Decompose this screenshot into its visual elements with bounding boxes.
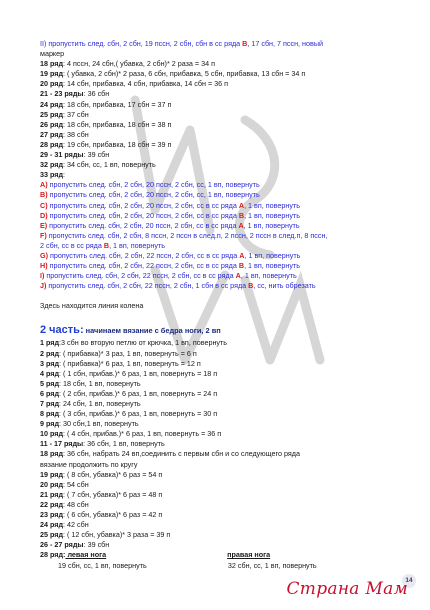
row-text: : ( прибавка)* 3 раз, 1 вп, повернуть = 6 п	[59, 348, 197, 358]
row-label: 8 ряд	[40, 409, 60, 419]
step-text: пропустить след. сбн, 2 сбн, 20 пссн, 2 сбн, сс в сс ряда	[47, 210, 239, 220]
row-text: : 18 сбн, прибавка, 17 сбн = 37 п	[63, 99, 172, 109]
row-text: : ( 6 сбн, убавка)* 6 раз = 42 п	[63, 510, 163, 520]
step-marker: D)	[40, 210, 48, 220]
row-text: : 37 сбн	[63, 109, 89, 119]
step-text: пропустить след. сбн, 2 сбн, 22 пссн, 2 сбн, сс в сс ряда	[44, 271, 236, 281]
left-leg-label: левая нога	[65, 550, 107, 560]
row-label: 6 ряд	[40, 388, 60, 398]
step-instruction	[40, 241, 412, 251]
row-text: : 39 сбн	[83, 540, 110, 550]
row-label: 20 ряд	[40, 479, 64, 489]
row-text: : ( 8 сбн, убавка)* 6 раз = 54 п	[63, 469, 163, 479]
row-instruction	[40, 140, 412, 150]
step-text: , 1 вп, повернуть	[244, 200, 300, 210]
row-label: 7 ряд	[40, 399, 60, 408]
row-label: 18 ряд	[40, 449, 64, 459]
row-instruction	[40, 69, 412, 79]
step-text: пропустить след. сбн, 2 сбн, 22 пссн, 2 сбн, сс в сс ряда	[47, 250, 240, 260]
spacer	[40, 291, 412, 301]
step-marker: F)	[40, 230, 47, 240]
step-instruction	[40, 281, 412, 291]
row-label: 5 ряд	[40, 378, 60, 388]
row-instruction	[40, 160, 412, 170]
row-instruction	[40, 540, 412, 550]
row-instruction	[40, 79, 412, 89]
row-instruction	[40, 480, 412, 490]
row-text: :	[63, 170, 66, 180]
step-text: пропустить след. сбн, 2 сбн, 22 пссн, 2 сбн, сс в сс ряда	[47, 261, 239, 271]
row-label: 19 ряд	[40, 469, 64, 479]
row-label: 25 ряд	[40, 530, 64, 540]
row-instruction	[40, 490, 412, 500]
row-text: : 54 сбн	[63, 479, 89, 489]
row-label: 2 ряд	[40, 348, 60, 358]
document-text	[40, 39, 412, 571]
row-label: 28 ряд	[40, 550, 64, 560]
row-label: 22 ряд	[40, 499, 64, 509]
right-leg-text: 32 сбн, сс, 1 вп, повернуть	[227, 560, 317, 570]
row-label: 20 ряд	[40, 79, 64, 89]
step-instruction	[40, 261, 412, 271]
row-instruction	[40, 500, 412, 510]
row-label: 11 - 17 ряды	[40, 439, 84, 449]
row-instruction	[40, 369, 412, 379]
site-logo: Страна Мам	[286, 579, 408, 599]
row-text: : ( прибавка)* 6 раз, 1 вп, повернуть = 12 п	[59, 358, 201, 368]
row-label: 4 ряд	[40, 368, 60, 378]
step-marker: В	[238, 261, 245, 271]
right-leg-label: правая нога	[227, 550, 271, 560]
row-text: :3 сбн во вторую петлю от крючка, 1 вп, повернуть	[59, 338, 228, 348]
section-title	[40, 323, 412, 338]
row-instruction	[40, 110, 412, 120]
row-text: : 36 сбн, 1 вп, повернуть	[83, 439, 165, 449]
row-text: : 19 сбн, прибавка, 18 сбн = 39 п	[63, 139, 172, 149]
row-label: 25 ряд	[40, 109, 64, 119]
row-label: 23 ряд	[40, 510, 64, 520]
row-text: : ( 2 сбн, прибав.)* 6 раз, 1 вп, повернуть = 24 п	[59, 388, 218, 398]
row-text: : 18 сбн, прибавка, 18 сбн = 38 п	[63, 119, 172, 129]
step-marker: А	[238, 200, 245, 210]
step-text: , 1 вп, повернуть	[243, 220, 300, 230]
left-leg-text: 19 сбн, сс, 1 вп, повернуть	[58, 560, 147, 570]
row-text: : 4 пссн, 24 сбн,( убавка, 2 сбн)* 2 раза = 34 п	[63, 59, 216, 69]
step-text: пропустить след. сбн, 2 сбн, 20 пссн, 2 сбн, сс в сс ряда	[47, 200, 239, 210]
step-marker: В	[248, 281, 254, 291]
step-text: , сс, нить обрезать	[253, 281, 316, 291]
row-label: 19 ряд	[40, 69, 64, 79]
step-marker: I)	[40, 271, 45, 281]
row-label: 32 ряд	[40, 160, 64, 170]
step-marker: В	[103, 240, 110, 250]
row-label: 26 ряд	[40, 119, 64, 129]
row-label: 21 - 23 ряды	[40, 89, 84, 99]
row-text: : 34 сбн, сс, 1 вп, повернуть	[63, 160, 156, 170]
row-instruction	[40, 59, 412, 69]
row-instruction	[40, 470, 412, 480]
row-label: 24 ряд	[40, 99, 64, 109]
step-marker: B)	[40, 190, 48, 200]
row-instruction	[40, 379, 412, 389]
step-instruction	[40, 211, 412, 221]
step-text: пропустить след. сбн, 2 сбн, 8 пссн, 2 пссн в след.п, 2 пссн, 2 пссн в след.п, 8 пссн,	[46, 230, 328, 240]
step-instruction	[40, 190, 412, 200]
row-instruction	[40, 359, 412, 369]
row-text: : 24 сбн, 1 вп, повернуть	[59, 399, 141, 408]
step-text: пропустить след. сбн, 2 сбн, 20 пссн, 2 сбн, сс, 1 вп, повернуть	[47, 180, 260, 190]
row-text: : ( убавка, 2 сбн)* 2 раза, 6 сбн, прибавка, 5 сбн, прибавка, 13 сбн = 34 п	[63, 69, 306, 79]
step-instruction	[40, 39, 412, 49]
leg-columns-header	[40, 550, 412, 560]
step-text: 2 сбн, сс в сс ряда	[40, 240, 104, 250]
step-marker: A)	[40, 180, 48, 190]
row-label: 33 ряд	[40, 170, 64, 180]
step-marker: J)	[40, 281, 47, 291]
step-marker: C)	[40, 200, 48, 210]
row-label: 28 ряд	[40, 139, 64, 149]
row-instruction	[40, 89, 412, 99]
row-instruction	[40, 100, 412, 110]
row-label: 26 - 27 ряды	[40, 540, 84, 550]
row-label: 27 ряд	[40, 129, 64, 139]
row-text: : 39 сбн	[83, 150, 110, 160]
row-instruction	[40, 520, 412, 530]
row-text: : 14 сбн, прибавка, 4 сбн, прибавка, 14 сбн = 36 п	[63, 79, 229, 89]
row-instruction	[40, 120, 412, 130]
step-text: , 1 вп, повернуть	[244, 261, 300, 271]
row-label: 18 ряд	[40, 59, 64, 69]
step-text: пропустить след. сбн, 2 сбн, 20 пссн, 2 сбн, сс, 1 вп, повернуть	[47, 190, 260, 200]
step-marker: G)	[40, 250, 48, 260]
step-text: , 1 вп, повернуть	[240, 271, 297, 281]
row-instruction	[40, 150, 412, 160]
step-text: пропустить след. сбн, 2 сбн, 22 пссн, 2 сбн, 1 сбн в сс ряда	[46, 281, 249, 291]
row-text: : 38 сбн	[63, 129, 89, 139]
row-instruction	[40, 419, 412, 429]
row-text: : 48 сбн	[63, 499, 89, 509]
row-label: 10 ряд	[40, 429, 64, 439]
step-instruction	[40, 201, 412, 211]
row-instruction	[40, 409, 412, 419]
row-text: : 36 сбн, набрать 24 вп,соединить с первым сбн и со следующего ряда	[63, 449, 300, 459]
row-instruction	[40, 389, 412, 399]
row-instruction	[40, 530, 412, 540]
step-text: , 1 вп, повернуть	[244, 250, 301, 260]
row-text: : ( 4 сбн, прибав.)* 6 раз, 1 вп, повернуть = 36 п	[63, 429, 222, 439]
step-text: , 1 вп, повернуть	[109, 240, 165, 250]
row-text: : ( 12 сбн, убавка)* 3 раза = 39 п	[63, 530, 171, 540]
row-label: 29 - 31 ряды	[40, 150, 84, 160]
row-instruction	[40, 439, 412, 449]
row-text: : ( 7 сбн, убавка)* 6 раз = 48 п	[63, 489, 163, 499]
page-number: 14	[402, 574, 416, 588]
row-text: : 36 сбн	[83, 89, 110, 99]
row-text: : 18 сбн, 1 вп, повернуть	[59, 378, 141, 388]
text-line: маркер	[40, 49, 65, 59]
right-leg-header	[197, 550, 412, 560]
left-leg-header	[40, 550, 197, 560]
row-text: : ( 1 сбн, прибав.)* 6 раз, 1 вп, повернуть = 18 п	[59, 368, 218, 378]
spacer	[40, 311, 412, 321]
leg-columns-row	[40, 561, 412, 571]
row-instruction	[40, 170, 412, 180]
row-label: 1 ряд	[40, 338, 60, 348]
step-instruction	[40, 180, 412, 190]
step-text: пропустить след. сбн, 2 сбн, 20 пссн, 2 сбн, сс в сс ряда	[47, 220, 239, 230]
row-text: : ( 3 сбн, прибав.)* 6 раз, 1 вп, повернуть = 30 п	[59, 409, 218, 419]
text-line: Здесь находится линия колена	[40, 301, 144, 311]
row-instruction	[40, 338, 412, 348]
step-marker: А	[235, 271, 241, 281]
step-instruction	[40, 221, 412, 231]
row-instruction	[40, 429, 412, 439]
step-marker: А	[238, 220, 244, 230]
row-label: 21 ряд	[40, 489, 64, 499]
colon: :	[63, 550, 66, 560]
step-text: пропустить след. сбн, 2 сбн, 19 пссн, 2 сбн, сбн в сс ряда	[46, 39, 243, 48]
row-text: : 30 сбн,1 вп, повернуть	[59, 419, 139, 429]
row-label: 9 ряд	[40, 419, 60, 429]
section-title-sub: начинаем вязание с бедра ноги, 2 вп	[83, 326, 221, 336]
row-instruction	[40, 449, 412, 459]
text-line: вязание продолжить по кругу	[40, 459, 138, 469]
step-marker: E)	[40, 220, 48, 230]
row-label: 24 ряд	[40, 520, 64, 530]
step-instruction	[40, 231, 412, 241]
step-instruction	[40, 251, 412, 261]
step-text: , 17 сбн, 7 пссн, новый	[247, 39, 324, 48]
row-label: 3 ряд	[40, 358, 60, 368]
row-instruction	[40, 510, 412, 520]
step-text: , 1 вп, повернуть	[244, 210, 300, 220]
step-text: II)	[40, 39, 47, 48]
step-marker: H)	[40, 261, 48, 271]
step-marker: В	[242, 39, 248, 48]
step-marker: А	[239, 250, 245, 260]
row-instruction	[40, 399, 412, 409]
row-instruction	[40, 130, 412, 140]
step-instruction	[40, 271, 412, 281]
row-instruction	[40, 349, 412, 359]
step-marker: В	[238, 210, 245, 220]
section-title-main: 2 часть:	[40, 324, 84, 337]
row-text: : 42 сбн	[63, 520, 89, 530]
